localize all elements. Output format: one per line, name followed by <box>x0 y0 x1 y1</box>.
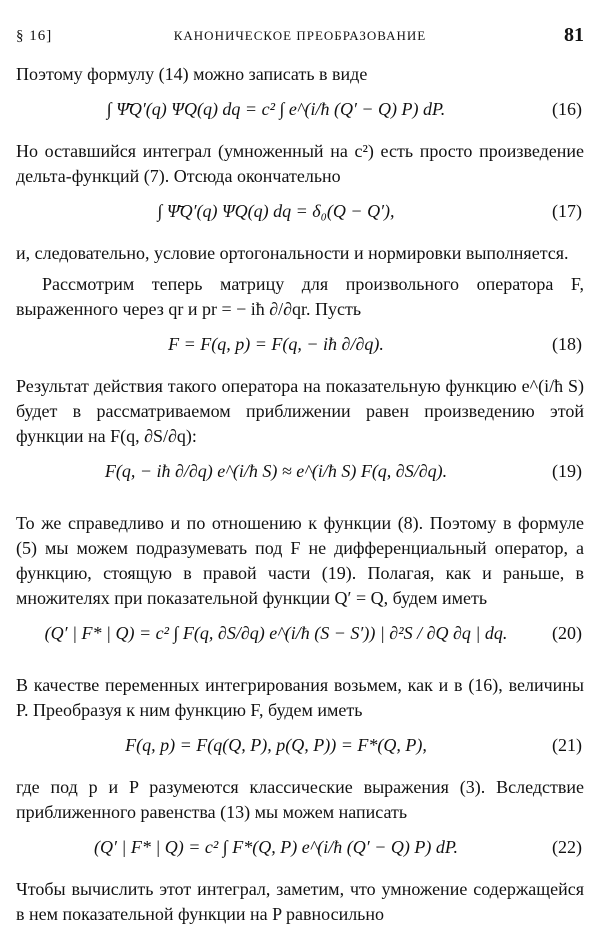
equation-16 <box>16 89 584 133</box>
page-body <box>16 62 584 927</box>
equation-number: (20) <box>552 623 582 643</box>
equation-formula: F = F(q, p) = F(q, − iħ ∂/∂q). <box>168 334 384 354</box>
paragraph: и, следовательно, условие ортогональности и нормировки выполняется. <box>16 243 569 263</box>
equation-20 <box>16 613 584 667</box>
equation-21 <box>16 725 584 769</box>
equation-formula: F(q, p) = F(q(Q, P), p(Q, P)) = F*(Q, P), <box>125 735 427 755</box>
page-number: 81 <box>564 24 584 46</box>
paragraph: Рассмотрим теперь матрицу для произвольного оператора F, выраженного через qr и pr = − iħ ∂/∂qr. Пусть <box>16 274 584 319</box>
equation-19 <box>16 451 584 505</box>
equation-number: (17) <box>552 201 582 221</box>
equation-number: (21) <box>552 735 582 755</box>
paragraph: Чтобы вычислить этот интеграл, заметим, что умножение содержащейся в нем показательной функции на P равносильно <box>16 879 584 924</box>
paragraph: где под p и P разумеются классические выражения (3). Вследствие приближенного равенства (13) мы можем написать <box>16 777 584 822</box>
running-title: КАНОНИЧЕСКОЕ ПРЕОБРАЗОВАНИЕ <box>173 28 427 43</box>
paragraph: То же справедливо и по отношению к функции (8). Поэтому в формуле (5) мы можем подразумевать под F не дифференциальный оператор, а функцию, стоящую в правой части (19). Полагая, как и раньше, в множителях при показательной функции Q′ = Q, будем иметь <box>16 513 584 608</box>
equation-formula: ∫ Ψ̄Q′(q) ΨQ(q) dq = δ₀(Q − Q′), <box>157 201 395 221</box>
equation-17 <box>16 191 584 235</box>
equation-number: (18) <box>552 334 582 354</box>
running-header <box>14 24 586 48</box>
equation-number: (22) <box>552 837 582 857</box>
equation-number: (19) <box>552 461 582 481</box>
equation-18 <box>16 324 584 368</box>
section-marker: § 16] <box>16 28 53 44</box>
equation-number: (16) <box>552 99 582 119</box>
equation-22 <box>16 827 584 871</box>
equation-formula: (Q′ | F* | Q) = c² ∫ F(q, ∂S/∂q) e^(i/ħ (S − S′)) | ∂²S / ∂Q ∂q | dq. <box>44 623 508 643</box>
equation-formula: ∫ Ψ̄Q′(q) ΨQ(q) dq = c² ∫ e^(i/ħ (Q′ − Q) P) dP. <box>106 99 446 119</box>
equation-formula: (Q′ | F* | Q) = c² ∫ F*(Q, P) e^(i/ħ (Q′ − Q) P) dP. <box>93 837 459 857</box>
paragraph: Поэтому формулу (14) можно записать в виде <box>16 64 368 84</box>
paragraph: Результат действия такого оператора на показательную функцию e^(i/ħ S) будет в рассматриваемом приближении равен произведению этой функции на F(q, ∂S/∂q): <box>16 376 584 446</box>
paragraph: Но оставшийся интеграл (умноженный на c²) есть просто произведение дельта-функций (7). Отсюда окончательно <box>16 141 584 186</box>
equation-formula: F(q, − iħ ∂/∂q) e^(i/ħ S) ≈ e^(i/ħ S) F(q, ∂S/∂q). <box>104 461 448 481</box>
paragraph: В качестве переменных интегрирования возьмем, как и в (16), величины P. Преобразуя к ним функцию F, будем иметь <box>16 675 584 720</box>
